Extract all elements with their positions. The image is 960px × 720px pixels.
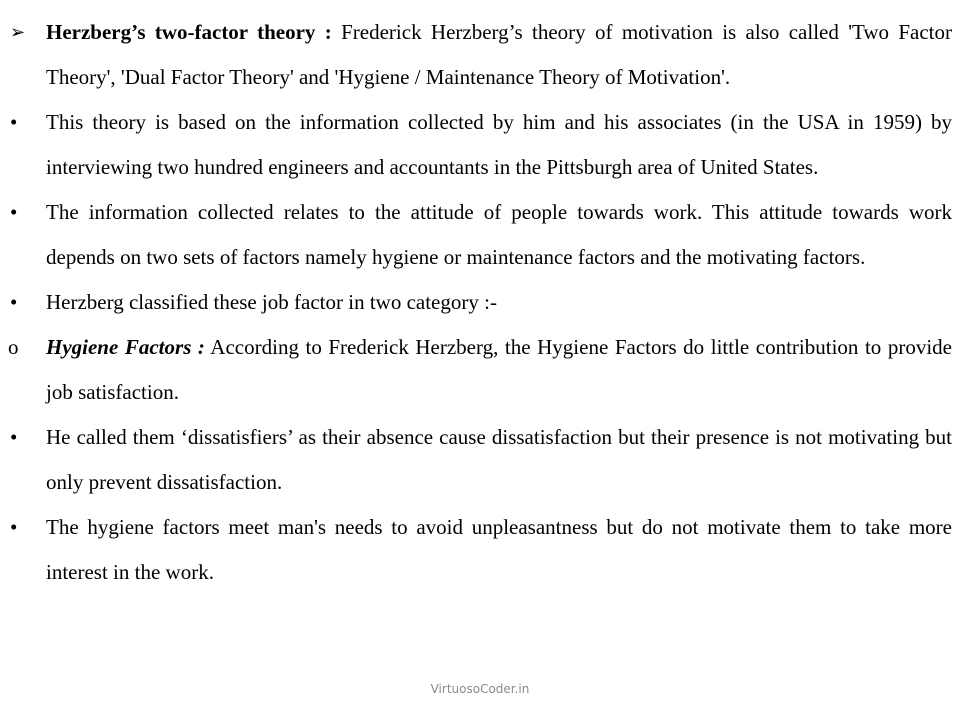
list-item [6, 190, 952, 280]
bullet-icon: • [10, 290, 18, 314]
theory-heading-item [6, 10, 952, 100]
list-item [6, 280, 952, 325]
bullet-icon: • [10, 200, 18, 224]
list-item [6, 415, 952, 505]
hygiene-factors-description: According to Frederick Herzberg, the Hygiene Factors do little contribution to provide job satisfaction. [46, 335, 953, 404]
list-item [6, 100, 952, 190]
bullet-icon: • [10, 425, 18, 449]
footer-watermark: VirtuosoCoder.in [430, 682, 530, 696]
item-text: This theory is based on the information collected by him and his associates (in the USA in 1959) by interviewing two hundred engineers and accountants in the Pittsburgh area of United States. [46, 110, 952, 179]
circle-bullet-icon: o [8, 335, 19, 359]
hygiene-factors-title: Hygiene Factors : [46, 335, 205, 359]
theory-description: Frederick Herzberg’s theory of motivation is also called 'Two Factor Theory', 'Dual Factor Theory' and 'Hygiene / Maintenance Theory of Motivation'. [46, 20, 953, 89]
hygiene-factors-item [6, 325, 952, 415]
item-text: Herzberg classified these job factor in two category :- [46, 290, 497, 314]
item-text: He called them ‘dissatisfiers’ as their absence cause dissatisfaction but their presence is not motivating but only prevent dissatisfaction. [46, 425, 952, 494]
bullet-icon: • [10, 110, 18, 134]
item-text [46, 10, 952, 100]
list-item [6, 505, 952, 595]
bullet-icon: • [10, 515, 18, 539]
arrow-bullet-icon: ➢ [10, 22, 26, 43]
theory-title: Herzberg’s two-factor theory : [46, 20, 332, 44]
item-text: The information collected relates to the attitude of people towards work. This attitude towards work depends on two sets of factors namely hygiene or maintenance factors and the motivating factors. [46, 200, 952, 269]
item-text [46, 325, 952, 415]
item-text: The hygiene factors meet man's needs to avoid unpleasantness but do not motivate them to take more interest in the work. [46, 515, 952, 584]
